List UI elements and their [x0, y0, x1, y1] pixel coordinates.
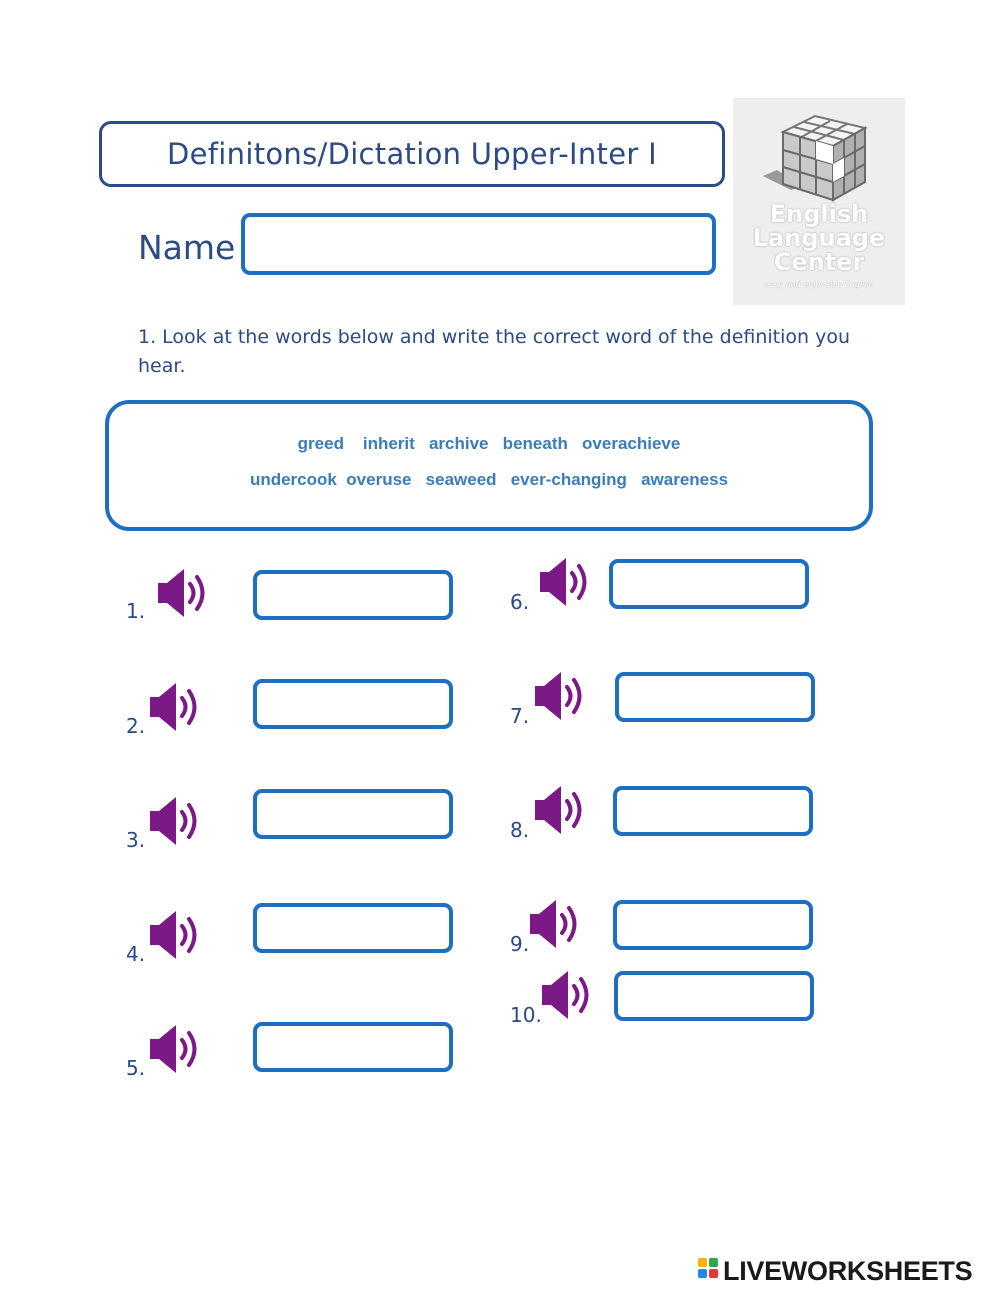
page-title: Definitons/Dictation Upper-Inter I	[99, 121, 725, 187]
item-number: 7.	[510, 704, 530, 728]
item-number: 6.	[510, 590, 530, 614]
word-bank-row-1: greed inherit archive beneath overachieve	[297, 434, 681, 453]
item-number: 9.	[510, 932, 530, 956]
liveworksheets-logo	[698, 1256, 972, 1286]
logo-line-1: English	[769, 200, 869, 228]
speaker-icon[interactable]	[540, 968, 596, 1022]
answer-input-6[interactable]	[609, 559, 809, 609]
answer-input-4[interactable]	[253, 903, 453, 953]
logo-line-2: Language	[752, 224, 886, 252]
speaker-icon[interactable]	[148, 1022, 204, 1076]
item-number: 3.	[126, 828, 146, 852]
item-number: 8.	[510, 818, 530, 842]
school-logo	[733, 98, 905, 305]
speaker-icon[interactable]	[148, 794, 204, 848]
speaker-icon[interactable]	[533, 669, 589, 723]
logo-tagline: easy and enjoyable English	[764, 280, 874, 289]
answer-input-10[interactable]	[614, 971, 814, 1021]
answer-input-7[interactable]	[615, 672, 815, 722]
instruction-text: 1. Look at the words below and write the correct word of the definition you hear.	[138, 326, 851, 377]
speaker-icon[interactable]	[538, 555, 594, 609]
speaker-icon[interactable]	[528, 897, 584, 951]
speaker-icon[interactable]	[148, 680, 204, 734]
answer-input-1[interactable]	[253, 570, 453, 620]
item-number: 5.	[126, 1056, 146, 1080]
item-number: 2.	[126, 714, 146, 738]
answer-input-5[interactable]	[253, 1022, 453, 1072]
logo-line-3: Center	[773, 248, 865, 276]
item-number: 4.	[126, 942, 146, 966]
speaker-icon[interactable]	[156, 566, 212, 620]
brand-badge-icon	[698, 1258, 720, 1284]
cube-icon	[733, 98, 905, 208]
speaker-icon[interactable]	[148, 908, 204, 962]
brand-text: LIVEWORKSHEETS	[723, 1255, 973, 1286]
word-bank	[105, 400, 873, 531]
speaker-icon[interactable]	[533, 783, 589, 837]
item-number: 10.	[510, 1003, 542, 1027]
answer-input-2[interactable]	[253, 679, 453, 729]
word-bank-row-2: undercook overuse seaweed ever-changing awareness	[249, 470, 729, 489]
answer-input-8[interactable]	[613, 786, 813, 836]
name-input[interactable]	[241, 213, 716, 275]
answer-input-3[interactable]	[253, 789, 453, 839]
answer-input-9[interactable]	[613, 900, 813, 950]
item-number: 1.	[126, 599, 146, 623]
name-label: Name	[138, 228, 236, 267]
